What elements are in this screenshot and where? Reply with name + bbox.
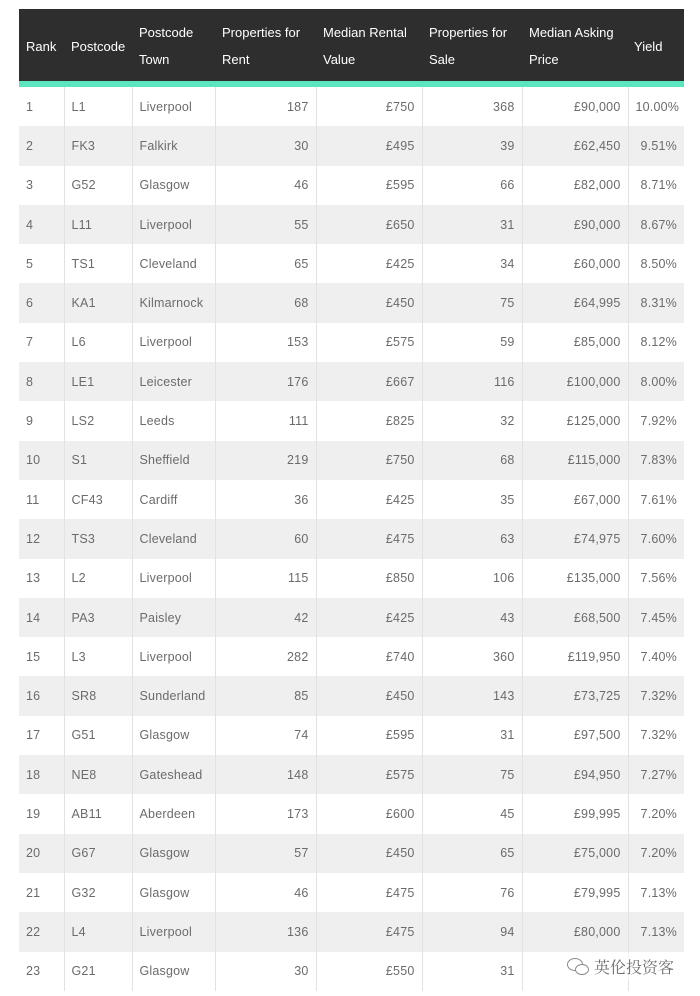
cell-postcode: KA1: [64, 283, 132, 322]
cell-yield: 7.61%: [628, 480, 684, 519]
table-body: [19, 87, 684, 991]
cell-properties-for-sale: 75: [422, 283, 522, 322]
cell-postcode: FK3: [64, 126, 132, 165]
cell-median-asking-price: £74,975: [522, 519, 628, 558]
cell-rank: 8: [19, 362, 64, 401]
cell-median-asking-price: £119,950: [522, 637, 628, 676]
cell-rank: 23: [19, 952, 64, 991]
header-postcode[interactable]: Postcode: [64, 9, 132, 81]
cell-median-rental-value: £650: [316, 205, 422, 244]
cell-properties-for-rent: 111: [215, 401, 316, 440]
cell-median-asking-price: £75,000: [522, 834, 628, 873]
cell-properties-for-rent: 282: [215, 637, 316, 676]
cell-median-rental-value: £595: [316, 166, 422, 205]
cell-median-rental-value: £425: [316, 244, 422, 283]
cell-median-rental-value: £450: [316, 834, 422, 873]
cell-properties-for-sale: 45: [422, 794, 522, 833]
table-row: [19, 205, 684, 244]
cell-yield: 7.32%: [628, 716, 684, 755]
cell-yield: 7.27%: [628, 755, 684, 794]
cell-properties-for-rent: 74: [215, 716, 316, 755]
cell-postcode: G67: [64, 834, 132, 873]
cell-median-asking-price: £68,500: [522, 598, 628, 637]
cell-median-rental-value: £850: [316, 559, 422, 598]
cell-yield: 7.60%: [628, 519, 684, 558]
cell-median-rental-value: £475: [316, 912, 422, 951]
cell-properties-for-sale: 94: [422, 912, 522, 951]
table-row: [19, 480, 684, 519]
cell-rank: 7: [19, 323, 64, 362]
cell-properties-for-rent: 219: [215, 441, 316, 480]
cell-properties-for-rent: 153: [215, 323, 316, 362]
cell-yield: 8.31%: [628, 283, 684, 322]
cell-median-rental-value: £575: [316, 323, 422, 362]
table-row: [19, 637, 684, 676]
cell-postcode: NE8: [64, 755, 132, 794]
cell-properties-for-rent: 68: [215, 283, 316, 322]
cell-postcode: CF43: [64, 480, 132, 519]
rental-yield-table: [19, 9, 684, 991]
cell-properties-for-sale: 368: [422, 87, 522, 126]
table-header-row: [19, 9, 684, 81]
cell-median-asking-price: £90,000: [522, 87, 628, 126]
cell-properties-for-sale: 31: [422, 716, 522, 755]
cell-rank: 9: [19, 401, 64, 440]
table-row: [19, 873, 684, 912]
cell-town: Paisley: [132, 598, 215, 637]
cell-properties-for-rent: 173: [215, 794, 316, 833]
cell-yield: 10.00%: [628, 87, 684, 126]
cell-properties-for-rent: 55: [215, 205, 316, 244]
cell-postcode: AB11: [64, 794, 132, 833]
cell-median-asking-price: £82,000: [522, 166, 628, 205]
cell-properties-for-rent: 30: [215, 126, 316, 165]
header-properties-for-sale[interactable]: Properties for Sale: [422, 9, 522, 81]
cell-postcode: G32: [64, 873, 132, 912]
cell-postcode: L11: [64, 205, 132, 244]
cell-properties-for-sale: 76: [422, 873, 522, 912]
header-yield[interactable]: Yield: [628, 9, 684, 81]
cell-yield: 8.00%: [628, 362, 684, 401]
cell-town: Cardiff: [132, 480, 215, 519]
cell-properties-for-rent: 187: [215, 87, 316, 126]
cell-postcode: L1: [64, 87, 132, 126]
cell-postcode: TS3: [64, 519, 132, 558]
cell-properties-for-rent: 136: [215, 912, 316, 951]
cell-rank: 21: [19, 873, 64, 912]
cell-town: Glasgow: [132, 873, 215, 912]
cell-rank: 20: [19, 834, 64, 873]
cell-yield: 7.40%: [628, 637, 684, 676]
cell-median-asking-price: £67,000: [522, 480, 628, 519]
cell-town: Falkirk: [132, 126, 215, 165]
cell-yield: 7.83%: [628, 441, 684, 480]
cell-properties-for-rent: 148: [215, 755, 316, 794]
table-row: [19, 362, 684, 401]
cell-properties-for-rent: 115: [215, 559, 316, 598]
cell-town: Liverpool: [132, 323, 215, 362]
cell-properties-for-sale: 360: [422, 637, 522, 676]
table-row: [19, 559, 684, 598]
cell-postcode: LE1: [64, 362, 132, 401]
cell-town: Cleveland: [132, 244, 215, 283]
cell-properties-for-sale: 116: [422, 362, 522, 401]
cell-properties-for-sale: 75: [422, 755, 522, 794]
cell-postcode: L4: [64, 912, 132, 951]
cell-postcode: L6: [64, 323, 132, 362]
cell-yield: 7.32%: [628, 676, 684, 715]
cell-postcode: G21: [64, 952, 132, 991]
cell-town: Liverpool: [132, 559, 215, 598]
cell-town: Aberdeen: [132, 794, 215, 833]
cell-properties-for-sale: 32: [422, 401, 522, 440]
cell-properties-for-sale: 59: [422, 323, 522, 362]
cell-properties-for-sale: 39: [422, 126, 522, 165]
cell-median-rental-value: £667: [316, 362, 422, 401]
cell-town: Gateshead: [132, 755, 215, 794]
header-median-asking-price[interactable]: Median Asking Price: [522, 9, 628, 81]
cell-rank: 14: [19, 598, 64, 637]
cell-yield: 7.20%: [628, 794, 684, 833]
cell-rank: 3: [19, 166, 64, 205]
cell-rank: 16: [19, 676, 64, 715]
cell-properties-for-rent: 85: [215, 676, 316, 715]
cell-yield: 8.71%: [628, 166, 684, 205]
cell-postcode: G52: [64, 166, 132, 205]
cell-median-rental-value: £495: [316, 126, 422, 165]
cell-postcode: PA3: [64, 598, 132, 637]
cell-town: Sheffield: [132, 441, 215, 480]
cell-properties-for-rent: 57: [215, 834, 316, 873]
cell-median-rental-value: £595: [316, 716, 422, 755]
cell-median-asking-price: £135,000: [522, 559, 628, 598]
cell-properties-for-sale: 143: [422, 676, 522, 715]
cell-properties-for-sale: 65: [422, 834, 522, 873]
cell-rank: 2: [19, 126, 64, 165]
cell-town: Liverpool: [132, 637, 215, 676]
cell-median-asking-price: £79,995: [522, 873, 628, 912]
cell-median-rental-value: £450: [316, 676, 422, 715]
cell-town: Liverpool: [132, 205, 215, 244]
cell-median-asking-price: £115,000: [522, 441, 628, 480]
cell-median-rental-value: £740: [316, 637, 422, 676]
cell-properties-for-rent: 42: [215, 598, 316, 637]
cell-median-asking-price: £90,000: [522, 205, 628, 244]
cell-town: Glasgow: [132, 166, 215, 205]
watermark-text: 英伦投资客: [593, 958, 674, 977]
cell-properties-for-rent: 65: [215, 244, 316, 283]
cell-town: Kilmarnock: [132, 283, 215, 322]
table-row: [19, 598, 684, 637]
cell-median-rental-value: £600: [316, 794, 422, 833]
header-median-rental-value[interactable]: Median Rental Value: [316, 9, 422, 81]
cell-properties-for-sale: 31: [422, 952, 522, 991]
cell-yield: 7.20%: [628, 834, 684, 873]
table-row: [19, 519, 684, 558]
table-row: [19, 912, 684, 951]
cell-median-asking-price: £73,725: [522, 676, 628, 715]
cell-yield: 7.92%: [628, 401, 684, 440]
table-row: [19, 166, 684, 205]
cell-town: Glasgow: [132, 716, 215, 755]
cell-rank: 17: [19, 716, 64, 755]
cell-median-rental-value: £750: [316, 87, 422, 126]
cell-postcode: TS1: [64, 244, 132, 283]
table-row: [19, 87, 684, 126]
table-row: [19, 441, 684, 480]
cell-town: Glasgow: [132, 952, 215, 991]
cell-median-rental-value: £750: [316, 441, 422, 480]
cell-town: Liverpool: [132, 912, 215, 951]
cell-median-asking-price: £62,450: [522, 126, 628, 165]
cell-yield: 9.51%: [628, 126, 684, 165]
cell-yield: 7.13%: [628, 873, 684, 912]
cell-rank: 22: [19, 912, 64, 951]
header-postcode-town[interactable]: Postcode Town: [132, 9, 215, 81]
cell-properties-for-rent: 176: [215, 362, 316, 401]
cell-median-rental-value: £575: [316, 755, 422, 794]
cell-median-asking-price: £80,000: [522, 912, 628, 951]
cell-median-asking-price: £97,500: [522, 716, 628, 755]
cell-postcode: S1: [64, 441, 132, 480]
table-row: [19, 834, 684, 873]
cell-yield: 7.13%: [628, 912, 684, 951]
cell-rank: 18: [19, 755, 64, 794]
header-properties-for-rent[interactable]: Properties for Rent: [215, 9, 316, 81]
table-row: [19, 244, 684, 283]
table-row: [19, 401, 684, 440]
cell-rank: 5: [19, 244, 64, 283]
cell-postcode: L2: [64, 559, 132, 598]
cell-town: Cleveland: [132, 519, 215, 558]
table-row: [19, 755, 684, 794]
table-row: [19, 716, 684, 755]
wechat-icon: [567, 958, 589, 976]
cell-town: Glasgow: [132, 834, 215, 873]
cell-postcode: G51: [64, 716, 132, 755]
cell-median-asking-price: £99,995: [522, 794, 628, 833]
cell-properties-for-rent: 46: [215, 873, 316, 912]
cell-properties-for-sale: 35: [422, 480, 522, 519]
cell-postcode: L3: [64, 637, 132, 676]
cell-properties-for-sale: 63: [422, 519, 522, 558]
cell-yield: 8.67%: [628, 205, 684, 244]
cell-median-asking-price: £100,000: [522, 362, 628, 401]
cell-rank: 19: [19, 794, 64, 833]
table-row: [19, 283, 684, 322]
cell-rank: 13: [19, 559, 64, 598]
cell-median-rental-value: £450: [316, 283, 422, 322]
cell-median-asking-price: £64,995: [522, 283, 628, 322]
cell-town: Liverpool: [132, 87, 215, 126]
cell-median-rental-value: £825: [316, 401, 422, 440]
cell-postcode: LS2: [64, 401, 132, 440]
cell-properties-for-sale: 106: [422, 559, 522, 598]
header-rank[interactable]: Rank: [19, 9, 64, 81]
cell-yield: 8.50%: [628, 244, 684, 283]
cell-properties-for-rent: 46: [215, 166, 316, 205]
cell-median-rental-value: £475: [316, 519, 422, 558]
cell-median-asking-price: £60,000: [522, 244, 628, 283]
table-row: [19, 794, 684, 833]
cell-yield: 7.56%: [628, 559, 684, 598]
watermark: [563, 953, 678, 980]
table-row: [19, 323, 684, 362]
table-row: [19, 676, 684, 715]
cell-properties-for-rent: 60: [215, 519, 316, 558]
cell-rank: 10: [19, 441, 64, 480]
cell-median-rental-value: £550: [316, 952, 422, 991]
cell-rank: 4: [19, 205, 64, 244]
cell-rank: 1: [19, 87, 64, 126]
cell-properties-for-rent: 30: [215, 952, 316, 991]
cell-town: Leicester: [132, 362, 215, 401]
cell-properties-for-rent: 36: [215, 480, 316, 519]
cell-yield: 7.45%: [628, 598, 684, 637]
cell-properties-for-sale: 68: [422, 441, 522, 480]
yield-table-container: [19, 9, 684, 991]
table-row: [19, 126, 684, 165]
cell-properties-for-sale: 43: [422, 598, 522, 637]
cell-yield: 8.12%: [628, 323, 684, 362]
cell-postcode: SR8: [64, 676, 132, 715]
cell-rank: 6: [19, 283, 64, 322]
cell-properties-for-sale: 66: [422, 166, 522, 205]
cell-rank: 12: [19, 519, 64, 558]
cell-properties-for-sale: 31: [422, 205, 522, 244]
cell-rank: 15: [19, 637, 64, 676]
cell-median-asking-price: £94,950: [522, 755, 628, 794]
cell-properties-for-sale: 34: [422, 244, 522, 283]
cell-town: Sunderland: [132, 676, 215, 715]
cell-median-rental-value: £475: [316, 873, 422, 912]
cell-rank: 11: [19, 480, 64, 519]
cell-median-rental-value: £425: [316, 598, 422, 637]
cell-median-rental-value: £425: [316, 480, 422, 519]
cell-town: Leeds: [132, 401, 215, 440]
cell-median-asking-price: £125,000: [522, 401, 628, 440]
cell-median-asking-price: £85,000: [522, 323, 628, 362]
